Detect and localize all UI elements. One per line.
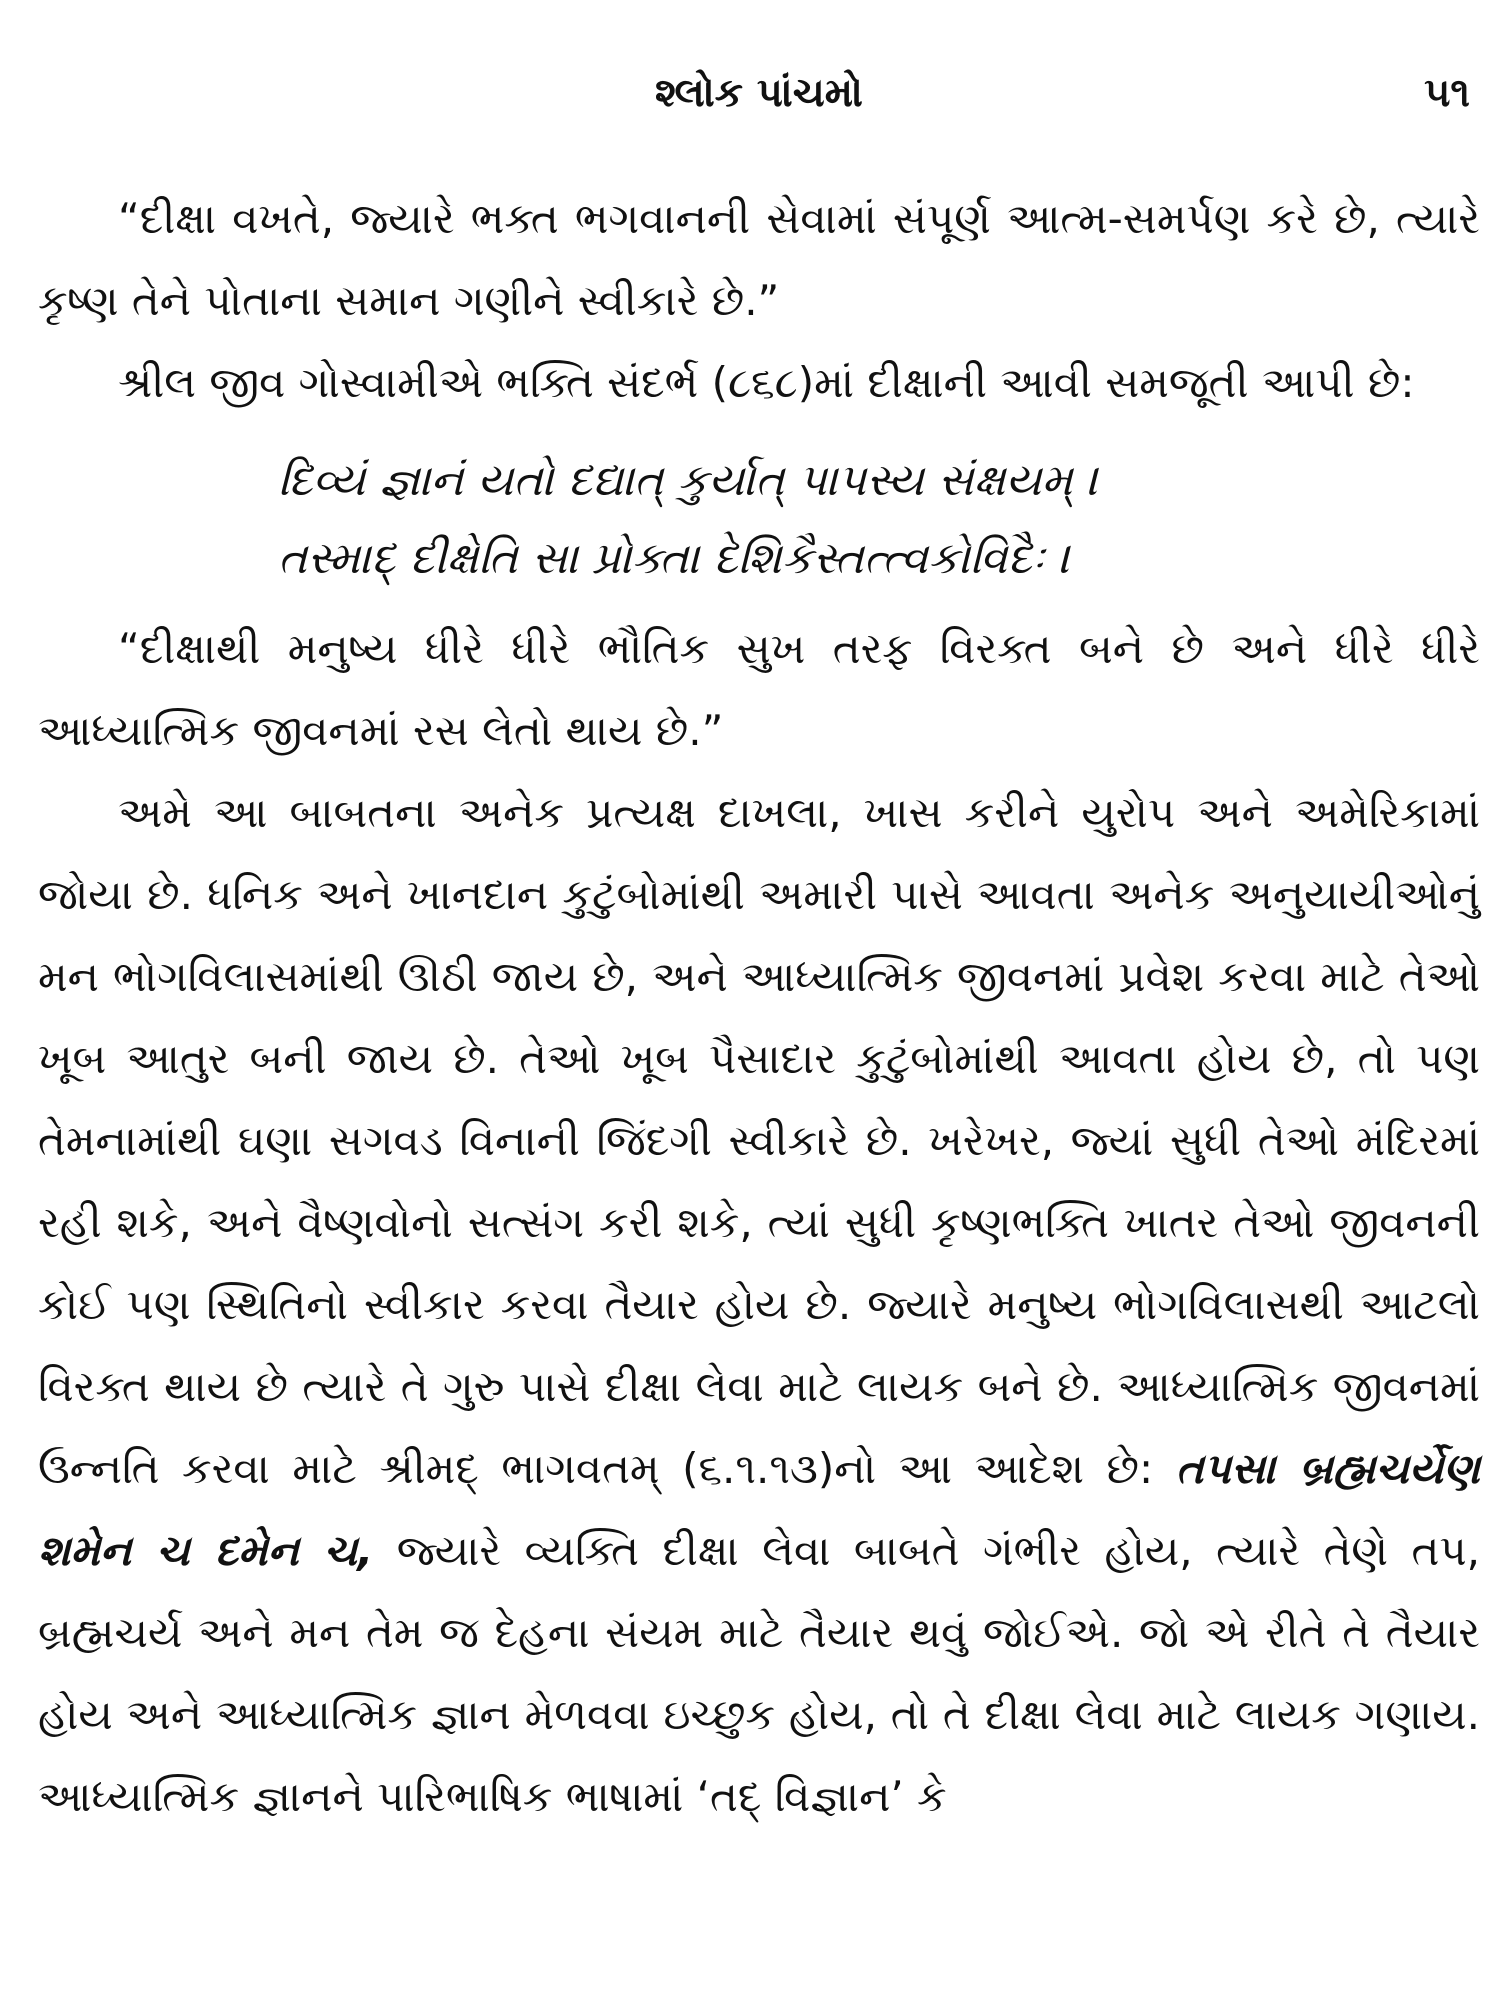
paragraph-verse-translation: “દીક્ષાથી મનુષ્ય ધીરે ધીરે ભૌતિક સુખ તરફ વિરક્ત બને છે અને ધીરે ધીરે આધ્યાત્મિક જીવનમાં રસ લેતો થાય છે.” [38,624,1480,755]
paragraph-examples-end: જ્યારે વ્યક્તિ દીક્ષા લેવા બાબતે ગંભીર હોય, ત્યારે તેણે તપ, બ્રહ્મચર્ય અને મન તેમ જ દેહના સંયમ માટે તૈયાર થવું જોઈએ. જો એ રીતે તે તૈયાર હોય અને આધ્યાત્મિક જ્ઞાન મેળવવા ઇચ્છુક હોય, તો તે દીક્ષા લેવા માટે લાયક ગણાય. આધ્યાત્મિક જ્ઞાનને પારિભાષિક ભાષામાં ‘તદ્ વિજ્ઞાન’ કે [38,1526,1481,1821]
paragraph-jiva-goswami: શ્રીલ જીવ ગોસ્વામીએ ભક્તિ સંદર્ભ (૮૬૮)માં દીક્ષાની આવી સમજૂતી આપી છે: [118,358,1415,407]
page-header [38,60,1480,130]
book-page [38,0,1480,2000]
verse-line-1: દિવ્યં જ્ઞાનં યતો દદ્યાત્ કુર્યાત્ પાપસ્ય સંક્ષયમ્ । [278,455,1099,506]
paragraph-examples-start: અમે આ બાબતના અનેક પ્રત્યક્ષ દાખલા, ખાસ કરીને યુરોપ અને અમેરિકામાં જોયા છે. ધનિક અને ખાનદાન કુટુંબોમાંથી અમારી પાસે આવતા અનેક અનુયાયીઓનું મન ભોગવિલાસમાંથી ઊઠી જાય છે, અને આધ્યાત્મિક જીવનમાં પ્રવેશ કરવા માટે તેઓ ખૂબ આતુર બની જાય છે. તેઓ ખૂબ પૈસાદાર કુટુંબોમાંથી આવતા હોય છે, તો પણ તેમનામાંથી ઘણા સગવડ વિનાની જિંદગી સ્વીકારે છે. ખરેખર, જ્યાં સુધી તેઓ મંદિરમાં રહી શકે, અને વૈષ્ણવોનો સત્સંગ કરી શકે, ત્યાં સુધી કૃષ્ણભક્તિ ખાતર તેઓ જીવનની કોઈ પણ સ્થિતિનો સ્વીકાર કરવા તૈયાર હોય છે. જ્યારે મનુષ્ય ભોગવિલાસથી આટલો વિરક્ત થાય છે ત્યારે તે ગુરુ પાસે દીક્ષા લેવા માટે લાયક બને છે. આધ્યાત્મિક જીવનમાં ઉન્નતિ કરવા માટે શ્રીમદ્ ભાગવતમ્ (૬.૧.૧૩)નો આ આદેશ છે: [38,788,1480,1493]
chapter-title: શ્લોક પાંચમો [655,70,863,116]
paragraph-examples [38,772,1480,1838]
page-body [38,178,1480,1838]
verse-line-2: તસ્માદ્ દીક્ષેતિ સા પ્રોક્તા દેશિકૈસ્તત્ત્વકોવિદૈઃ । [278,533,1071,584]
paragraph-quote-initiation: “દીક્ષા વખતે, જ્યારે ભક્ત ભગવાનની સેવામાં સંપૂર્ણ આત્મ-સમર્પણ કરે છે, ત્યારે કૃષ્ણ તેને પોતાના સમાન ગણીને સ્વીકારે છે.” [38,194,1480,325]
sanskrit-verse [38,442,1480,598]
page-number: ૫૧ [1424,70,1470,116]
bhagavatam-quote: તપસા બ્રહ્મચર્યેણ શમેન ચ દમેન ચ, [38,1444,1481,1575]
